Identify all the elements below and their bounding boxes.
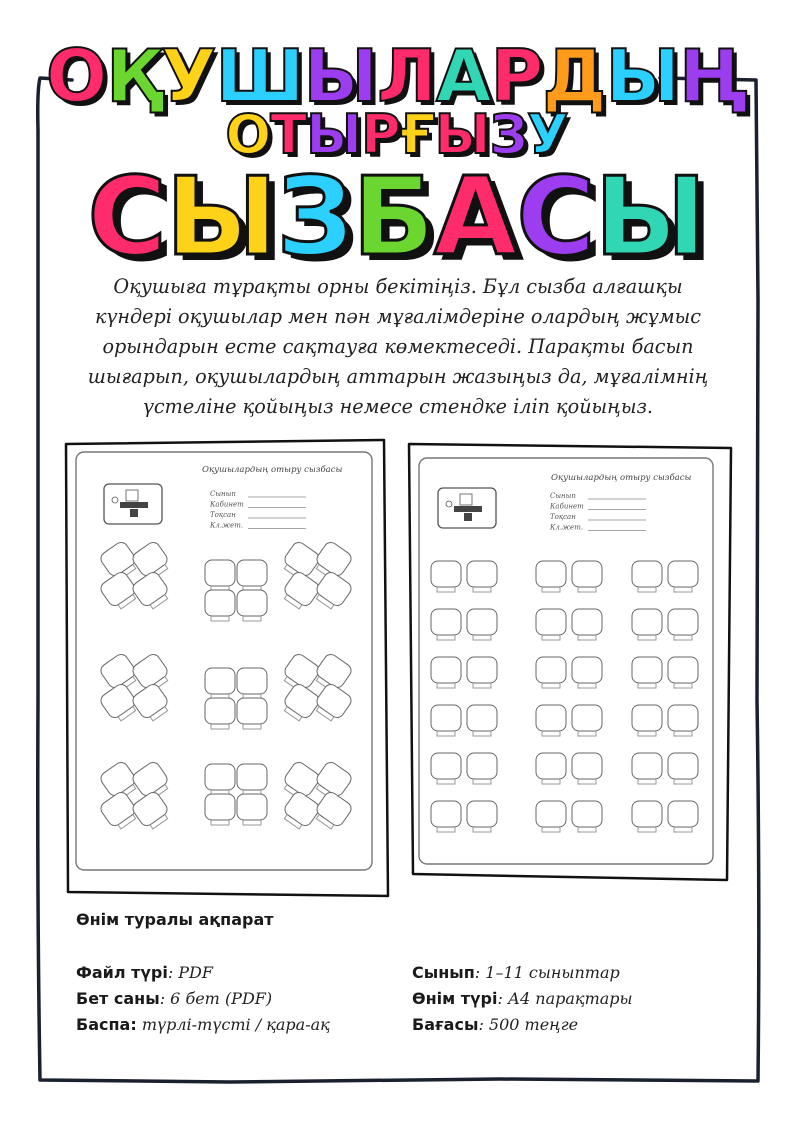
info-value: түрлі-түсті / қара-ақ (136, 1015, 330, 1034)
title-letter: Ы (165, 155, 277, 280)
computer-icon (126, 490, 138, 501)
teacher-chair (130, 509, 138, 517)
info-print (76, 1012, 330, 1038)
title-letter: Ы (306, 103, 362, 166)
info-value: : 1–11 сыныптар (474, 963, 620, 982)
preview-sheet-left (62, 438, 392, 900)
title-letter: О (46, 34, 107, 118)
info-product-type (412, 986, 633, 1012)
teacher-chair (464, 513, 472, 521)
info-value: : PDF (167, 963, 213, 982)
title-letter: З (489, 103, 527, 166)
info-file-type (76, 960, 213, 986)
title-letter: У (161, 34, 216, 118)
title-letter: Ғ (399, 103, 435, 166)
title-letter: Ш (215, 34, 304, 118)
title-letter: Ы (434, 103, 490, 166)
info-grade (412, 960, 620, 986)
title-letter: З (276, 155, 353, 280)
preview-field-label: Кабинет (210, 500, 244, 509)
title-letter: С (87, 155, 166, 280)
title-letter: Б (352, 155, 434, 280)
info-label: Өнім түрі (412, 989, 498, 1008)
preview-field-label: Тоқсан (550, 513, 576, 521)
info-label: Бағасы (412, 1015, 479, 1034)
title-letter: Ы (303, 34, 378, 118)
preview-field-label: Кабинет (550, 502, 584, 511)
title-letter: Ң (679, 34, 747, 118)
info-label: Баспа: (76, 1015, 137, 1034)
info-value: : А4 парақтары (497, 989, 633, 1008)
preview-field-label: Сынып (550, 492, 576, 500)
mouse-icon (446, 501, 452, 507)
title-letter: У (526, 103, 568, 166)
title-letter: О (225, 103, 271, 166)
teacher-desk (120, 502, 148, 508)
intro-paragraph: Оқушыға тұрақты орны бекітіңіз. Бұл сызба алғашқы күндері оқушылар мен пән мұғалімдеріне олардың жұмыс орындарын есте сақтауға көмектеседі. Парақты басып шығарып, оқушылардың аттарын жазыңыз да, мұғалімнің үстеліне қойыңыз немесе стендке іліп қойыңыз. (87, 275, 709, 418)
preview-field-label: Сынып (210, 490, 236, 498)
title-letter: Ы (594, 155, 706, 280)
preview-field-label: Кл.жет. (210, 521, 244, 530)
teacher-desk (454, 506, 482, 512)
computer-icon (460, 494, 472, 505)
preview-sheet-title: Оқушылардың отыру сызбасы (551, 473, 692, 483)
info-label: Бет саны (76, 989, 160, 1008)
title-letter: А (433, 155, 517, 280)
info-price (412, 1012, 578, 1038)
preview-field-label: Тоқсан (210, 511, 236, 519)
title-letter: Д (542, 34, 606, 118)
title-letter: Қ (106, 34, 162, 118)
title-letter: А (435, 34, 491, 118)
preview-sheet-right (405, 440, 735, 886)
mouse-icon (112, 497, 118, 503)
title-letter: Р (361, 103, 400, 166)
title-letter: Ы (605, 34, 680, 118)
info-pages (76, 986, 272, 1012)
info-heading: Өнім туралы ақпарат (76, 910, 274, 929)
preview-field-label: Кл.жет. (550, 523, 584, 532)
title-letter: Р (490, 34, 543, 118)
info-label: Сынып (412, 963, 475, 982)
title-letter: Л (377, 34, 436, 118)
title-letter: Т (270, 103, 307, 166)
info-value: : 6 бет (PDF) (159, 989, 273, 1008)
info-label: Файл түрі (76, 963, 168, 982)
info-value: : 500 теңге (478, 1015, 579, 1034)
preview-sheet-title: Оқушылардың отыру сызбасы (202, 465, 343, 475)
title-letter: С (516, 155, 595, 280)
title-line-3 (0, 155, 793, 280)
